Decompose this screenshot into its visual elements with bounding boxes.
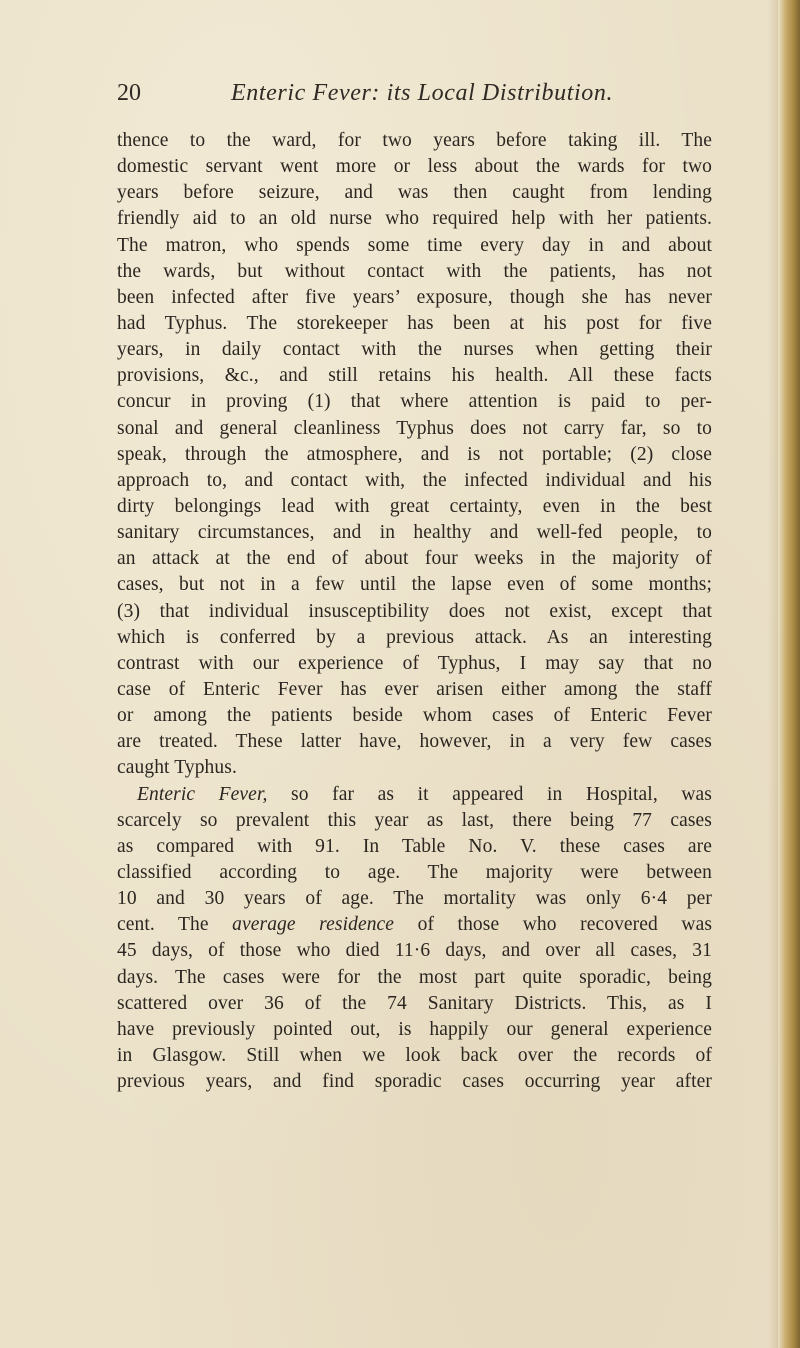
text-line: 10 and 30 years of age. The mortality was only 6·4 per (117, 888, 712, 910)
text-line: the wards, but without contact with the patients, has not (117, 260, 712, 282)
running-title: Enteric Fever: its Local Distribution. (231, 80, 614, 106)
text-line: an attack at the end of about four weeks in the majority of (117, 548, 712, 570)
text-fragment: of those who recovered was (394, 914, 713, 936)
body-text (117, 128, 712, 1095)
text-line: (3) that individual insusceptibility does not exist, except that (117, 600, 712, 622)
text-line: scarcely so prevalent this year as last, there being 77 cases (117, 809, 712, 831)
page-edge-shadow (768, 0, 778, 1348)
text-line: thence to the ward, for two years before taking ill. The (117, 130, 712, 151)
page-edge (778, 0, 800, 1348)
text-line: caught Typhus. (117, 757, 237, 779)
text-line: which is conferred by a previous attack. As an interesting (117, 626, 712, 648)
text-line: concur in proving (1) that where attention is paid to per- (117, 391, 712, 413)
text-line: contrast with our experience of Typhus, I may say that no (117, 652, 712, 674)
text-line: speak, through the atmosphere, and is not portable; (2) close (117, 443, 712, 465)
text-line: years, in daily contact with the nurses when getting their (117, 339, 712, 361)
text-line: provisions, &c., and still retains his health. All these facts (117, 365, 712, 387)
text-line: case of Enteric Fever has ever arisen either among the staff (117, 678, 712, 700)
text-line: have previously pointed out, is happily our general experience (117, 1018, 712, 1040)
text-line: years before seizure, and was then caught from lending (117, 182, 712, 204)
text-line: cases, but not in a few until the lapse even of some months; (117, 574, 712, 596)
text-line: scattered over 36 of the 74 Sanitary Districts. This, as I (117, 992, 712, 1014)
text-line (117, 912, 712, 938)
text-fragment: so far as it appeared in Hospital, was (267, 783, 712, 805)
text-line: The matron, who spends some time every day in and about (117, 234, 712, 256)
running-header (117, 76, 647, 110)
text-line: in Glasgow. Still when we look back over the records of (117, 1044, 712, 1066)
text-line: sanitary circumstances, and in healthy and well-fed people, to (117, 522, 712, 544)
italic-term: Enteric Fever, (137, 783, 268, 805)
text-line: previous years, and find sporadic cases occurring year after (117, 1071, 712, 1093)
text-line: as compared with 91. In Table No. V. these cases are (117, 835, 712, 857)
paragraph-start-line (117, 782, 712, 808)
italic-term: average residence (232, 914, 395, 936)
text-line: dirty belongings lead with great certainty, even in the best (117, 495, 712, 517)
text-line: sonal and general cleanliness Typhus does not carry far, so to (117, 417, 712, 439)
text-line: classified according to age. The majority were between (117, 861, 712, 883)
text-line: approach to, and contact with, the infected individual and his (117, 469, 712, 491)
page-number: 20 (117, 80, 141, 106)
text-line: 45 days, of those who died 11·6 days, and over all cases, 31 (117, 940, 712, 962)
text-line: domestic servant went more or less about the wards for two (117, 156, 712, 178)
text-fragment: cent. The (117, 914, 233, 936)
text-line: are treated. These latter have, however, in a very few cases (117, 731, 712, 753)
text-line: been infected after five years’ exposure, though she has never (117, 286, 712, 308)
text-line: had Typhus. The storekeeper has been at his post for five (117, 312, 712, 334)
text-line: or among the patients beside whom cases of Enteric Fever (117, 705, 712, 727)
text-line: days. The cases were for the most part quite sporadic, being (117, 966, 712, 988)
text-line: friendly aid to an old nurse who required help with her patients. (117, 208, 712, 230)
